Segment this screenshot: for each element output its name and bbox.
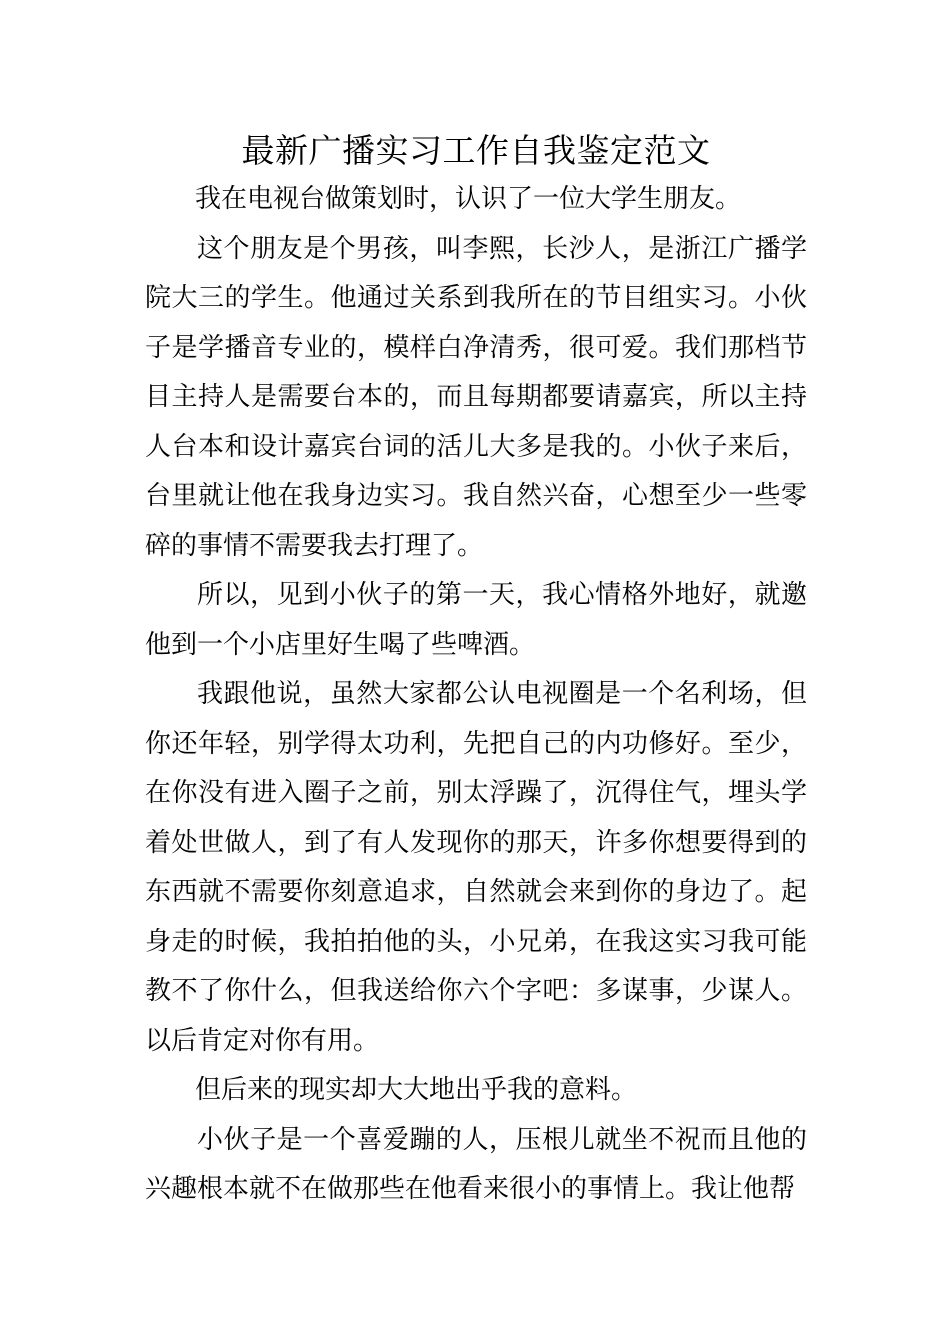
paragraph-2: 这个朋友是个男孩，叫李熙，长沙人，是浙江广播学院大三的学生。他通过关系到我所在的节目组实习。小伙子是学播音专业的，模样白净清秀，很可爱。我们那档节目主持人是需要台本的，而且每期都要请嘉宾，所以主持人台本和设计嘉宾台词的活儿大多是我的。小伙子来后，台里就让他在我身边实习。我自然兴奋，心想至少一些零碎的事情不需要我去打理了。 xyxy=(145,233,807,561)
paragraph-1: 我在电视台做策划时，认识了一位大学生朋友。 xyxy=(195,184,742,214)
document-title: 最新广播实习工作自我鉴定范文 xyxy=(241,131,711,170)
paragraph-5: 但后来的现实却大大地出乎我的意料。 xyxy=(195,1075,638,1105)
paragraph-6: 小伙子是一个喜爱蹦的人，压根儿就坐不祝而且他的兴趣根本就不在做那些在他看来很小的事情上。我让他帮 xyxy=(145,1124,807,1204)
paragraph-4: 我跟他说，虽然大家都公认电视圈是一个名利场，但你还年轻，别学得太功利，先把自己的内功修好。至少，在你没有进入圈子之前，别太浮躁了，沉得住气，埋头学着处世做人，到了有人发现你的那天，许多你想要得到的东西就不需要你刻意追求，自然就会来到你的身边了。起身走的时候，我拍拍他的头，小兄弟，在我这实习我可能教不了你什么，但我送给你六个字吧：多谋事，少谋人。以后肯定对你有用。 xyxy=(145,679,807,1056)
paragraph-3: 所以，见到小伙子的第一天，我心情格外地好，就邀他到一个小店里好生喝了些啤酒。 xyxy=(145,580,807,660)
document-body xyxy=(145,175,807,1215)
